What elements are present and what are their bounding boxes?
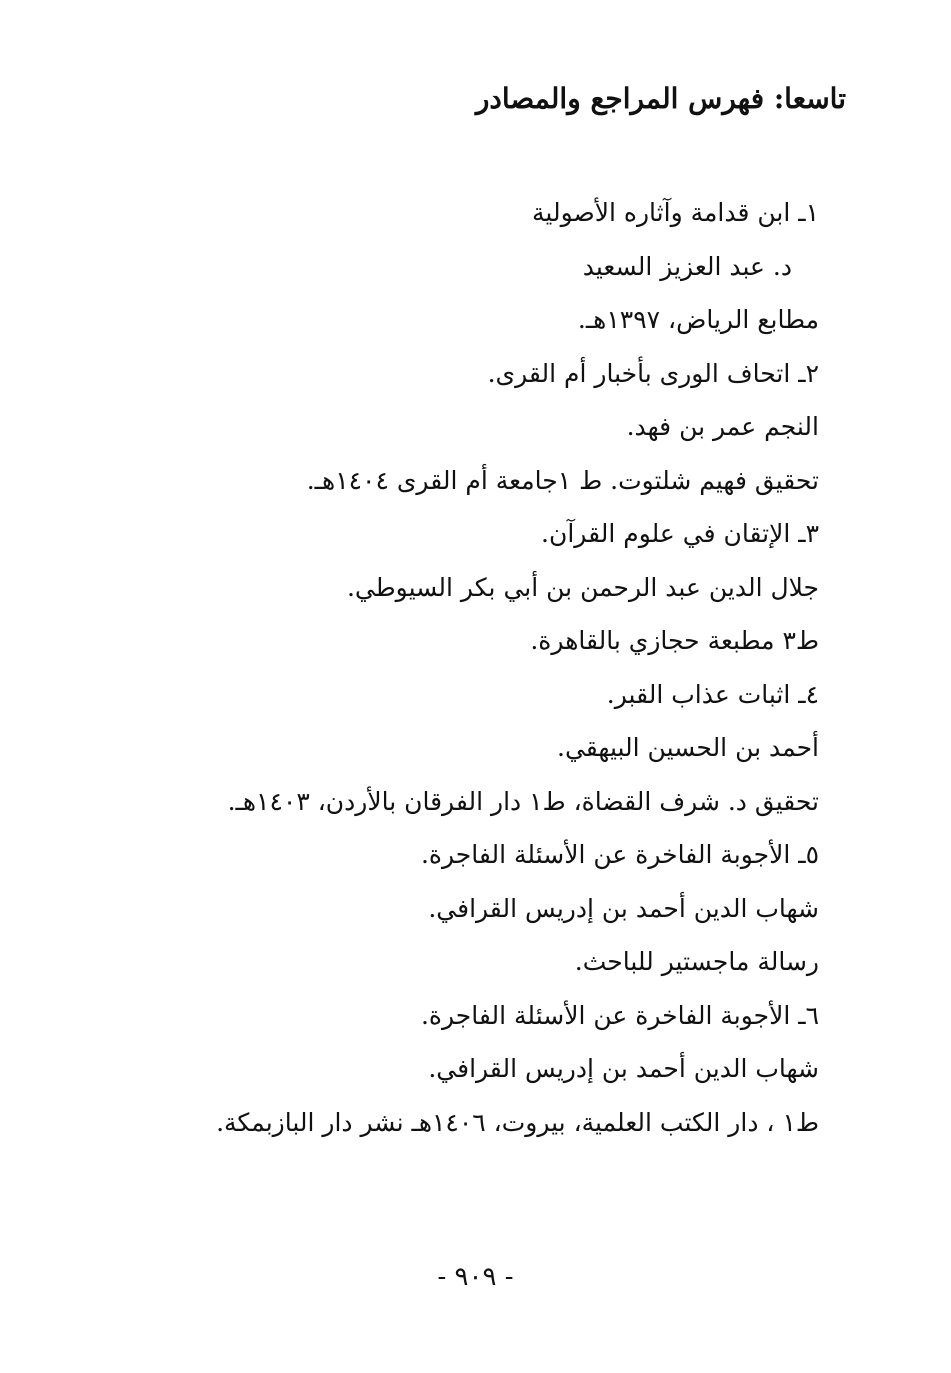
reference-title-3: ٣ـ الإتقان في علوم القرآن. — [541, 519, 819, 548]
section-heading: تاسعا: فهرس المراجع والمصادر — [475, 82, 846, 115]
reference-author-5: شهاب الدين أحمد بن إدريس القرافي. — [428, 893, 819, 923]
reference-publication-3: ط٣ مطبعة حجازي بالقاهرة. — [530, 626, 819, 655]
reference-title-4: ٤ـ اثبات عذاب القبر. — [606, 679, 819, 709]
references-list — [59, 190, 819, 1153]
reference-publication-4: تحقيق د. شرف القضاة، ط١ دار الفرقان بالأردن، ١٤٠٣هـ. — [227, 786, 819, 816]
reference-author-1: د. عبد العزيز السعيد — [582, 251, 792, 281]
reference-title-5: ٥ـ الأجوبة الفاخرة عن الأسئلة الفاجرة. — [420, 840, 819, 869]
reference-title-1: ١ـ ابن قدامة وآثاره الأصولية — [532, 198, 819, 227]
page-number: - ٩٠٩ - — [437, 1262, 514, 1292]
reference-author-2: النجم عمر بن فهد. — [626, 412, 819, 441]
reference-publication-1: مطابع الرياض، ١٣٩٧هـ. — [577, 305, 819, 334]
reference-author-4: أحمد بن الحسين البيهقي. — [557, 733, 819, 762]
reference-author-6: شهاب الدين أحمد بن إدريس القرافي. — [428, 1054, 819, 1083]
reference-publication-5: رسالة ماجستير للباحث. — [574, 947, 819, 976]
reference-title-6: ٦ـ الأجوبة الفاخرة عن الأسئلة الفاجرة. — [420, 1000, 819, 1030]
reference-publication-2: تحقيق فهيم شلتوت. ط ١جامعة أم القرى ١٤٠٤هـ. — [306, 465, 819, 495]
reference-title-2: ٢ـ اتحاف الورى بأخبار أم القرى. — [487, 358, 819, 388]
reference-author-3: جلال الدين عبد الرحمن بن أبي بكر السيوطي. — [346, 572, 819, 602]
reference-publication-6: ط١ ، دار الكتب العلمية، بيروت، ١٤٠٦هـ نشر دار البازبمكة. — [216, 1107, 819, 1137]
